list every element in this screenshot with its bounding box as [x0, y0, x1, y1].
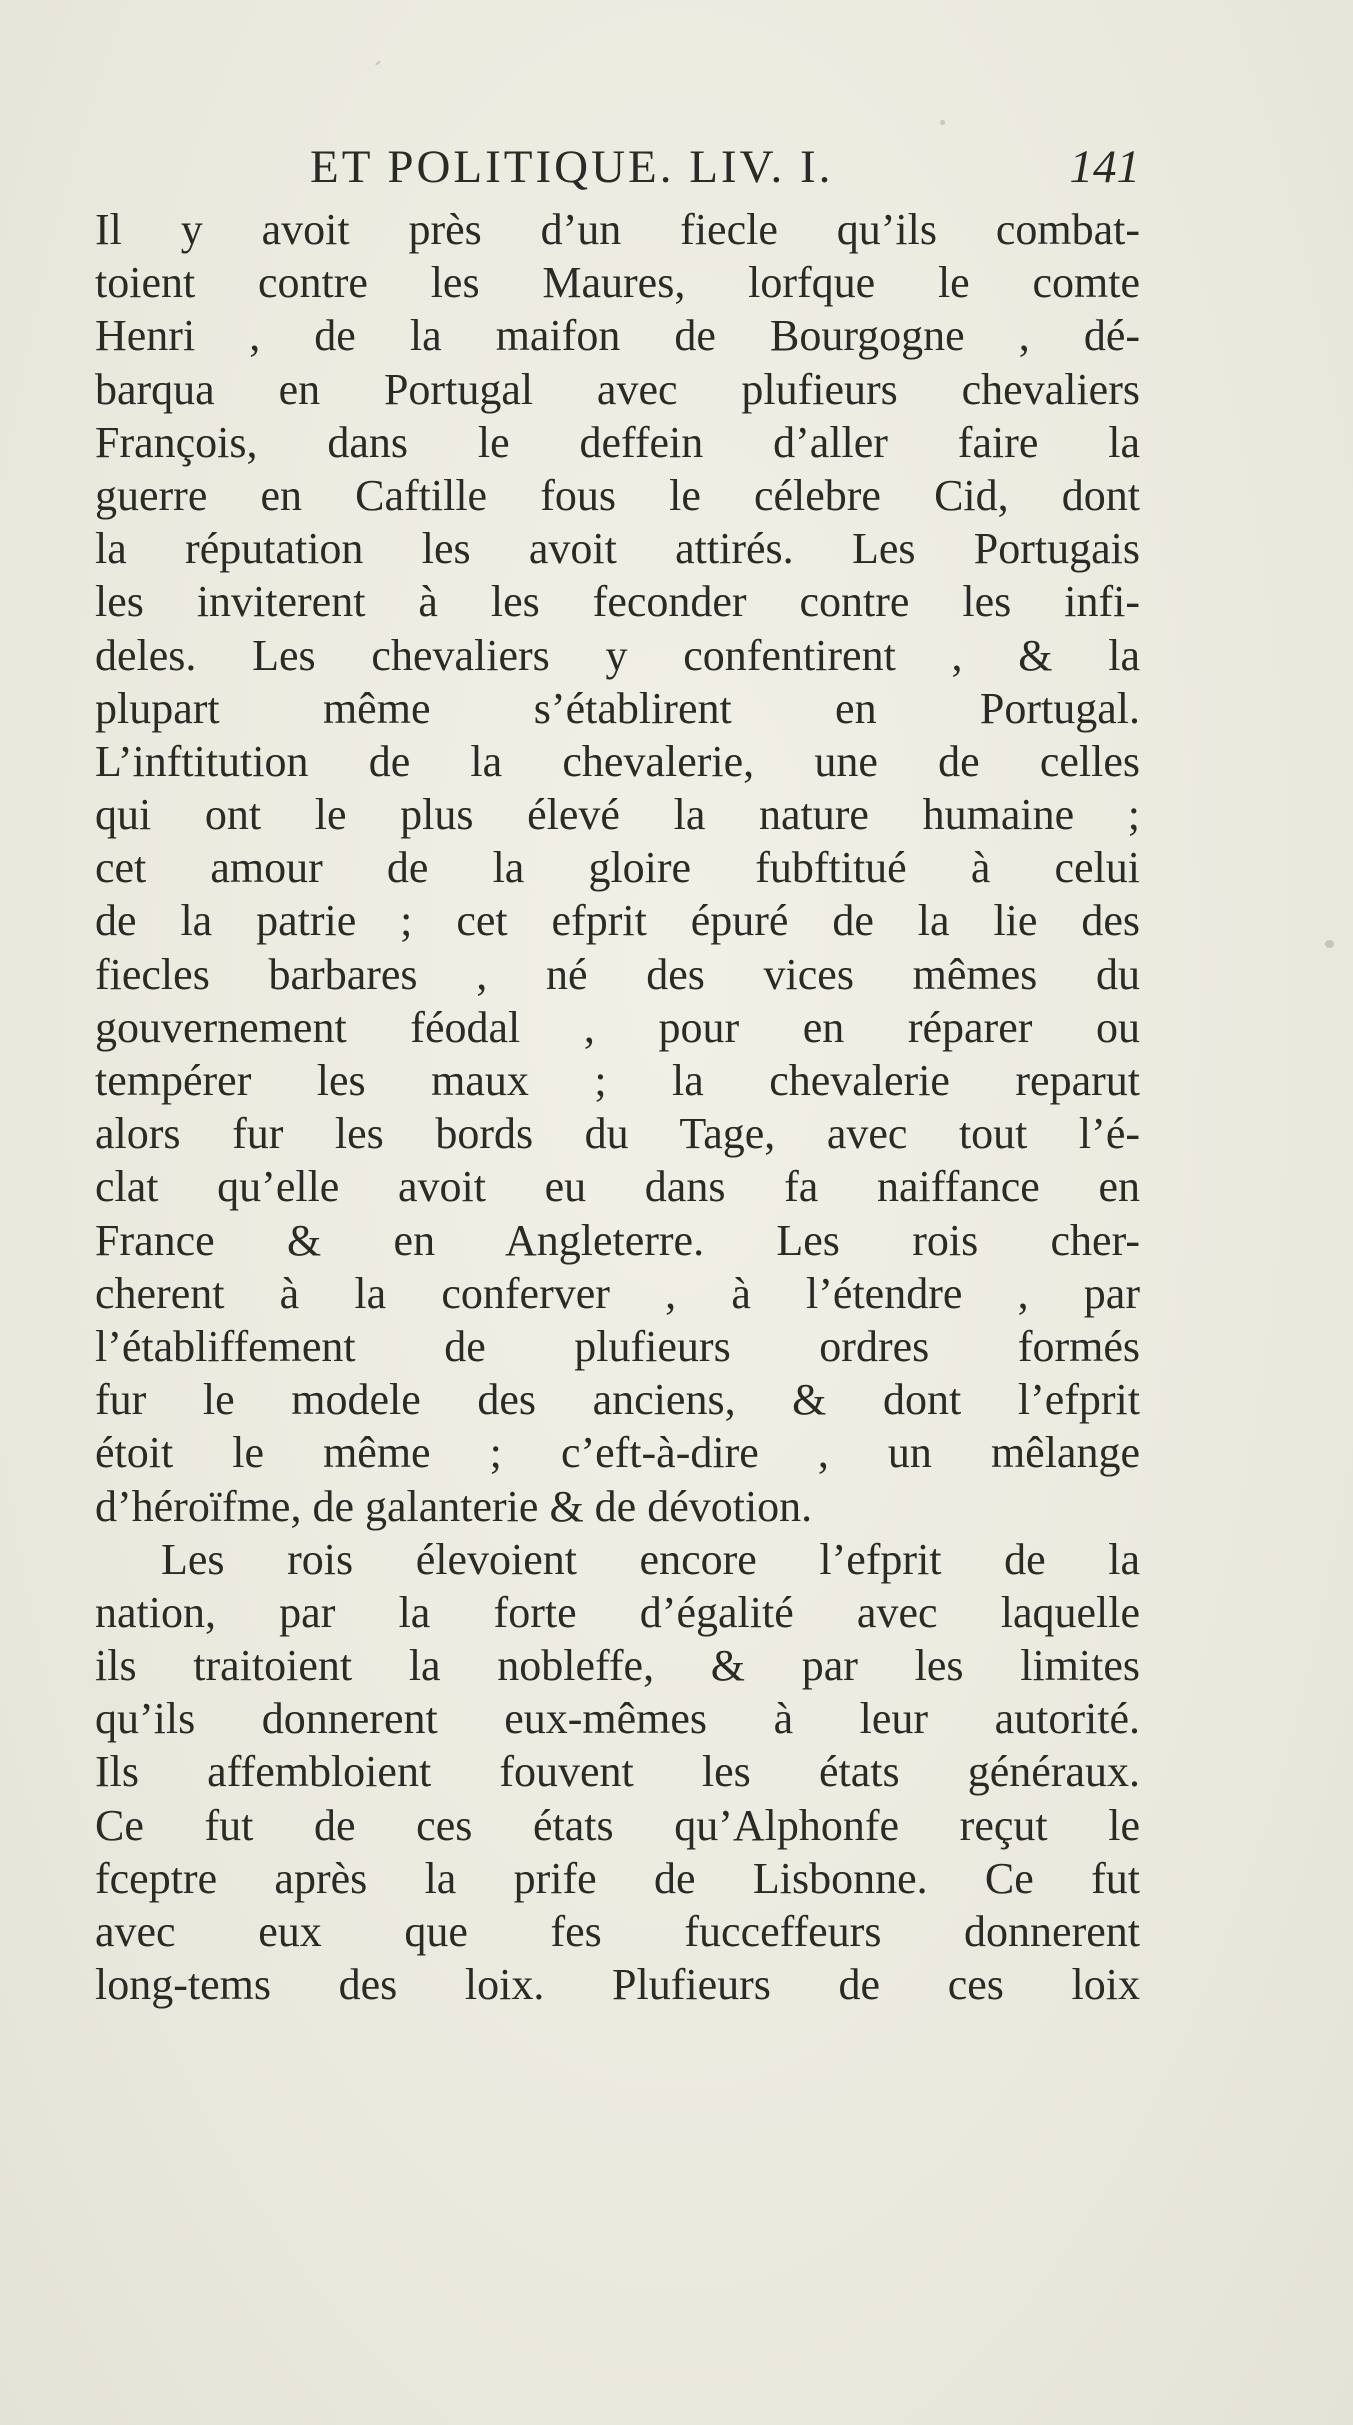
paper-speck [940, 120, 945, 125]
text-line: fceptre après la prife de Lisbonne. Ce fut [95, 1853, 1140, 1903]
page-number: 141 [1069, 141, 1140, 193]
text-line: deles. Les chevaliers y confentirent , & la [95, 630, 1140, 680]
text-line: la réputation les avoit attirés. Les Portugais [95, 524, 1140, 574]
text-line: de la patrie ; cet efprit épuré de la lie des [95, 896, 1140, 946]
text-line: toient contre les Maures, lorfque le comte [95, 258, 1140, 308]
text-line: Ils affembloient fouvent les états généraux. [95, 1747, 1140, 1797]
text-line: qu’ils donnerent eux-mêmes à leur autorité. [95, 1694, 1140, 1744]
text-line: France & en Angleterre. Les rois cher- [95, 1215, 1140, 1265]
text-line: clat qu’elle avoit eu dans fa naiffance en [95, 1162, 1140, 1212]
text-line: qui ont le plus élevé la nature humaine ; [95, 790, 1140, 840]
text-line: tempérer les maux ; la chevalerie reparut [95, 1056, 1140, 1105]
text-line: long-tems des loix. Plufieurs de ces loix [95, 1960, 1140, 2010]
text-line: fur le modele des anciens, & dont l’efprit [95, 1375, 1140, 1425]
text-line: gouvernement féodal , pour en réparer ou [95, 1002, 1140, 1052]
text-line: Ce fut de ces états qu’Alphonfe reçut le [95, 1800, 1140, 1850]
text-line: Les rois élevoient encore l’efprit de la [161, 1534, 1140, 1584]
text-line: alors fur les bords du Tage, avec tout l’é- [95, 1109, 1140, 1159]
text-line: Il y avoit près d’un fiecle qu’ils combat- [95, 205, 1140, 254]
text-line: l’établiffement de plufieurs ordres formés [95, 1321, 1140, 1371]
page-header [310, 140, 1140, 200]
text-line: cet amour de la gloire fubftitué à celui [95, 843, 1140, 893]
text-line: guerre en Caftille fous le célebre Cid, dont [95, 470, 1140, 520]
text-line: L’inftitution de la chevalerie, une de celles [95, 736, 1140, 786]
text-line: nation, par la forte d’égalité avec laquelle [95, 1587, 1140, 1637]
text-line: avec eux que fes fucceffeurs donnerent [95, 1907, 1140, 1956]
text-line: Henri , de la maifon de Bourgogne , dé- [95, 311, 1140, 361]
body-text [95, 203, 1140, 2011]
text-line: fiecles barbares , né des vices mêmes du [95, 949, 1140, 999]
paper-speck [1325, 940, 1334, 948]
text-line: ils traitoient la nobleffe, & par les limites [95, 1641, 1140, 1691]
paper-speck [375, 60, 381, 65]
text-line: les inviterent à les feconder contre les infi- [95, 577, 1140, 627]
text-line: François, dans le deffein d’aller faire la [95, 417, 1140, 467]
text-line: étoit le même ; c’eft-à-dire , un mêlange [95, 1428, 1140, 1478]
text-line: d’héroïfme, de galanterie & de dévotion. [95, 1481, 813, 1531]
running-head: ET POLITIQUE. LIV. I. [310, 141, 834, 193]
text-line: cherent à la conferver , à l’étendre , par [95, 1268, 1140, 1318]
text-line: plupart même s’établirent en Portugal. [95, 683, 1140, 733]
text-line: barqua en Portugal avec plufieurs chevaliers [95, 364, 1140, 414]
